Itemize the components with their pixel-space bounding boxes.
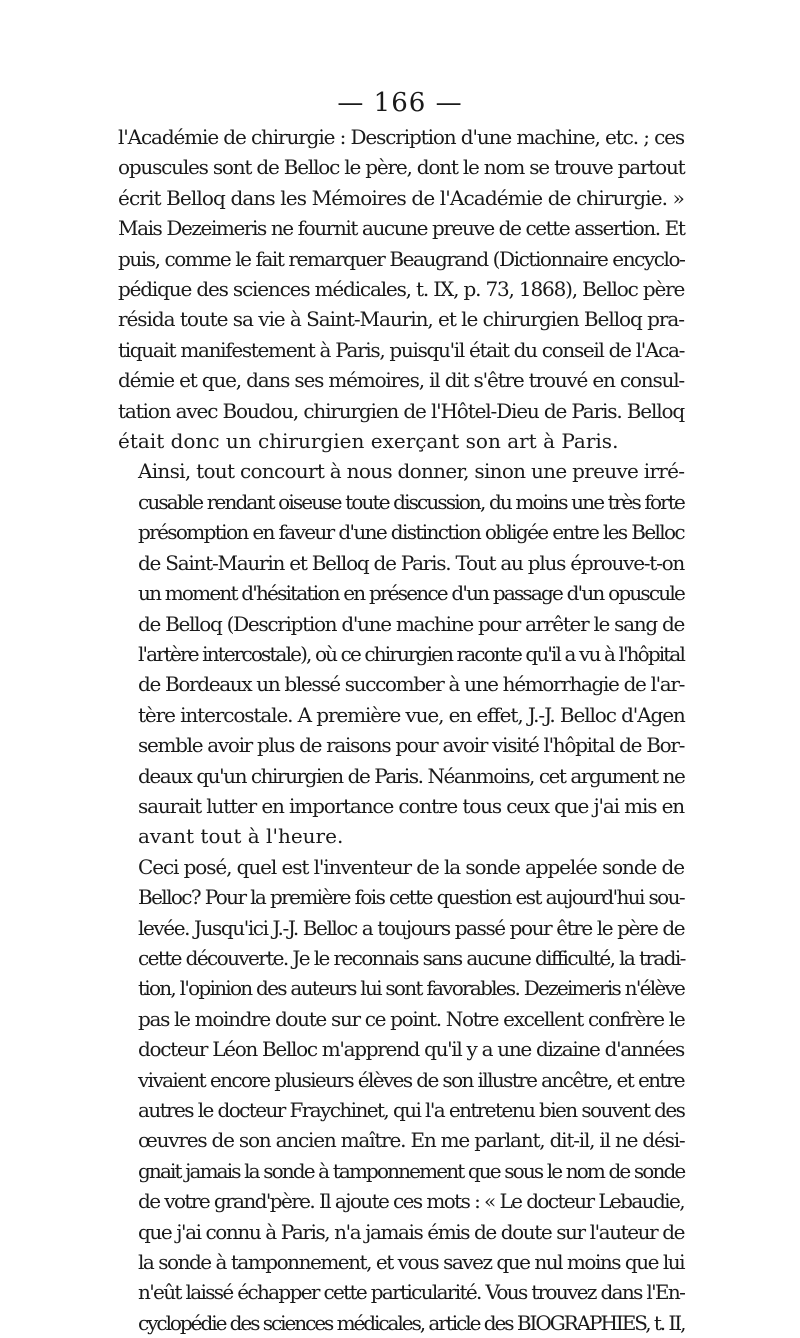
text-line: était donc un chirurgien exerçant son art à Paris. xyxy=(118,429,619,454)
text-line: que j'ai connu à Paris, n'a jamais émis de doute sur l'auteur de xyxy=(138,1219,684,1244)
page-body xyxy=(118,122,684,1338)
text-line: avant tout à l'heure. xyxy=(138,824,344,849)
text-line: démie et que, dans ses mémoires, il dit s'être trouvé en consul- xyxy=(118,368,684,393)
text-line: cyclopédie des sciences médicales, article des BIOGRAPHIES, t. II, xyxy=(138,1310,685,1335)
text-line: vivaient encore plusieurs élèves de son illustre ancêtre, et entre xyxy=(138,1067,684,1092)
text-line: l'artère intercostale), où ce chirurgien raconte qu'il a vu à l'hôpital xyxy=(138,641,685,666)
text-line: Ainsi, tout concourt à nous donner, sinon une preuve irré- xyxy=(138,459,685,484)
paragraph-1 xyxy=(118,122,684,456)
text-line: résida toute sa vie à Saint-Maurin, et le chirurgien Belloq pra- xyxy=(118,307,684,332)
text-line: la sonde à tamponnement, et vous savez que nul moins que lui xyxy=(138,1250,685,1275)
text-line: autres le docteur Fraychinet, qui l'a entretenu bien souvent des xyxy=(138,1098,685,1122)
text-line: Mais Dezeimeris ne fournit aucune preuve de cette assertion. Et xyxy=(118,216,685,241)
text-line: tiquait manifestement à Paris, puisqu'il était du conseil de l'Aca- xyxy=(118,337,685,362)
text-line: n'eût laissé échapper cette particularité. Vous trouvez dans l'En- xyxy=(138,1280,685,1305)
text-line: puis, comme le fait remarquer Beaugrand (Dictionnaire encyclo- xyxy=(118,246,685,271)
text-line: cette découverte. Je le reconnais sans aucune difficulté, la tradi- xyxy=(138,945,685,970)
text-line: de Bordeaux un blessé succomber à une hémorrhagie de l'ar- xyxy=(138,672,684,697)
text-line: gnait jamais la sonde à tamponnement que sous le nom de sonde xyxy=(138,1158,685,1183)
text-line: de Belloq (Description d'une machine pour arrêter le sang de xyxy=(138,611,684,636)
text-line: œuvres de son ancien maître. En me parlant, dit-il, il ne dési- xyxy=(138,1128,685,1153)
text-line: semble avoir plus de raisons pour avoir visité l'hôpital de Bor- xyxy=(138,733,685,758)
text-line: tère intercostale. A première vue, en effet, J.-J. Belloc d'Agen xyxy=(138,702,685,727)
text-line: écrit Belloq dans les Mémoires de l'Académie de chirurgie. » xyxy=(118,185,684,210)
text-line: pédique des sciences médicales, t. IX, p. 73, 1868), Belloc père xyxy=(118,277,685,302)
text-line: présomption en faveur d'une distinction obligée entre les Belloc xyxy=(138,520,684,545)
text-line: pas le moindre doute sur ce point. Notre excellent confrère le xyxy=(138,1006,685,1031)
text-line: tation avec Boudou, chirurgien de l'Hôtel-Dieu de Paris. Belloq xyxy=(118,398,684,423)
text-line: levée. Jusqu'ici J.-J. Belloc a toujours passé pour être le père de xyxy=(138,915,685,940)
text-line: tion, l'opinion des auteurs lui sont favorables. Dezeimeris n'élève xyxy=(138,976,685,1001)
text-line: deaux qu'un chirurgien de Paris. Néanmoins, cet argument ne xyxy=(138,763,685,788)
text-line: opuscules sont de Belloc le père, dont le nom se trouve partout xyxy=(118,155,685,180)
paragraph-3 xyxy=(118,852,684,1338)
paragraph-2 xyxy=(118,456,684,851)
text-line: docteur Léon Belloc m'apprend qu'il y a une dizaine d'années xyxy=(138,1037,684,1062)
text-line: l'Académie de chirurgie : Description d'une machine, etc. ; ces xyxy=(118,125,684,149)
page-number: — 166 — xyxy=(337,88,463,118)
text-line: saurait lutter en importance contre tous ceux que j'ai mis en xyxy=(138,793,684,818)
text-line: Ceci posé, quel est l'inventeur de la sonde appelée sonde de xyxy=(138,854,684,879)
text-line: cusable rendant oiseuse toute discussion, du moins une très forte xyxy=(138,489,684,514)
text-line: de votre grand'père. Il ajoute ces mots : « Le docteur Lebaudie, xyxy=(138,1189,684,1214)
text-line: Belloc? Pour la première fois cette question est aujourd'hui sou- xyxy=(138,885,684,910)
text-line: de Saint-Maurin et Belloq de Paris. Tout au plus éprouve-t-on xyxy=(138,550,685,575)
text-line: un moment d'hésitation en présence d'un passage d'un opuscule xyxy=(138,581,684,606)
